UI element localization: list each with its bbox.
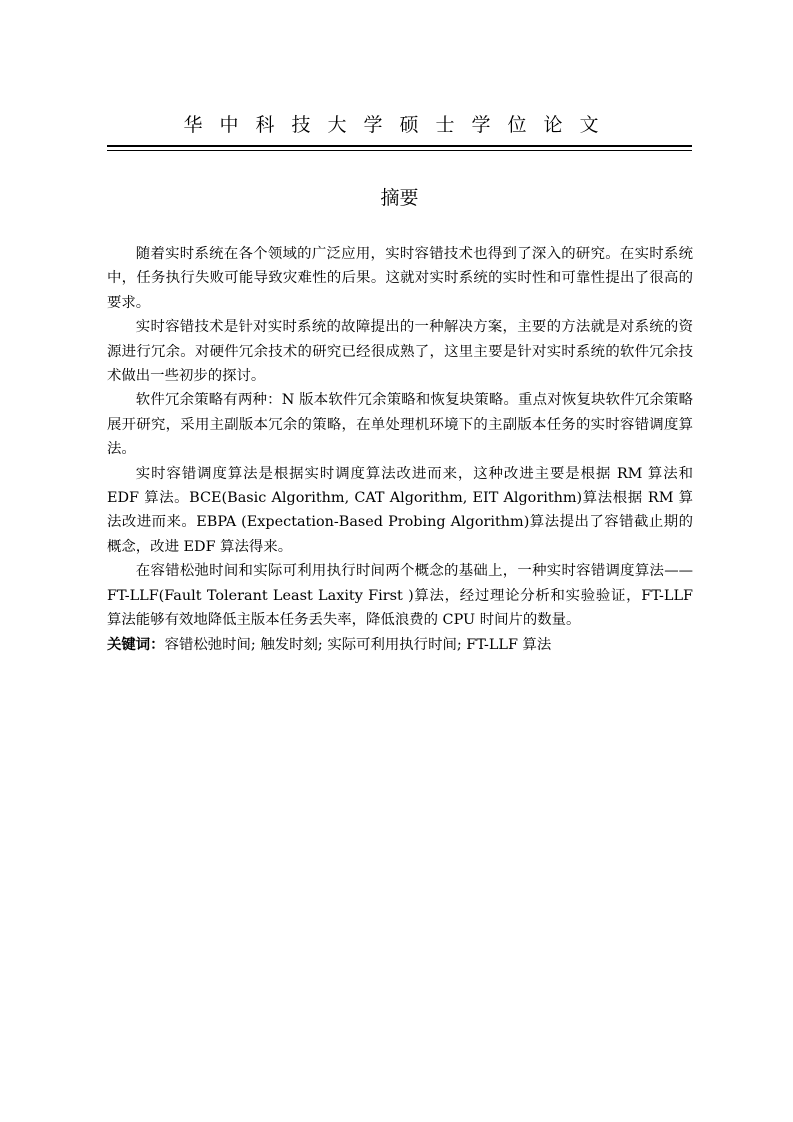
- abstract-title: 摘要: [380, 187, 419, 209]
- header-rule-thin: [107, 150, 692, 151]
- header-rule-thick: [107, 145, 692, 147]
- abstract-paragraph-2: 实时容错技术是针对实时系统的故障提出的一种解决方案，主要的方法就是对系统的资源进行冗余。对硬件冗余技术的研究已经很成熟了，这里主要是针对实时系统的软件冗余技术做出一些初步的探讨。: [107, 319, 693, 385]
- running-header: 华中科技大学硕士学位论文: [183, 114, 616, 136]
- keywords-text: 容错松弛时间; 触发时刻; 实际可利用执行时间; FT-LLF 算法: [164, 636, 552, 653]
- abstract-paragraph-1: 随着实时系统在各个领域的广泛应用，实时容错技术也得到了深入的研究。在实时系统中，任务执行失败可能导致灾难性的后果。这就对实时系统的实时性和可靠性提出了很高的要求。: [107, 246, 693, 311]
- abstract-paragraph-3: 软件冗余策略有两种：N 版本软件冗余策略和恢复块策略。重点对恢复块软件冗余策略展开研究，采用主副版本冗余的策略，在单处理机环境下的主副版本任务的实时容错调度算法。: [107, 392, 693, 458]
- keywords-label: 关键词：: [107, 636, 165, 653]
- abstract-body: [107, 242, 693, 657]
- abstract-paragraph-5: 在容错松弛时间和实际可利用执行时间两个概念的基础上，一种实时容错调度算法——FT-LLF(Fault Tolerant Least Laxity First )算法，经过理论分析和实验验证，FT-LLF 算法能够有效地降低主版本任务丢失率，降低浪费的 CPU 时间片的数量。: [107, 563, 693, 629]
- keywords-line: [107, 633, 693, 657]
- abstract-paragraph-4: 实时容错调度算法是根据实时调度算法改进而来，这种改进主要是根据 RM 算法和 EDF 算法。BCE(Basic Algorithm, CAT Algorithm, EIT Algorithm)算法根据 RM 算法改进而来。EBPA (Expectation-Based Probing Algorithm)算法提出了容错截止期的概念，改进 EDF 算法得来。: [107, 465, 693, 555]
